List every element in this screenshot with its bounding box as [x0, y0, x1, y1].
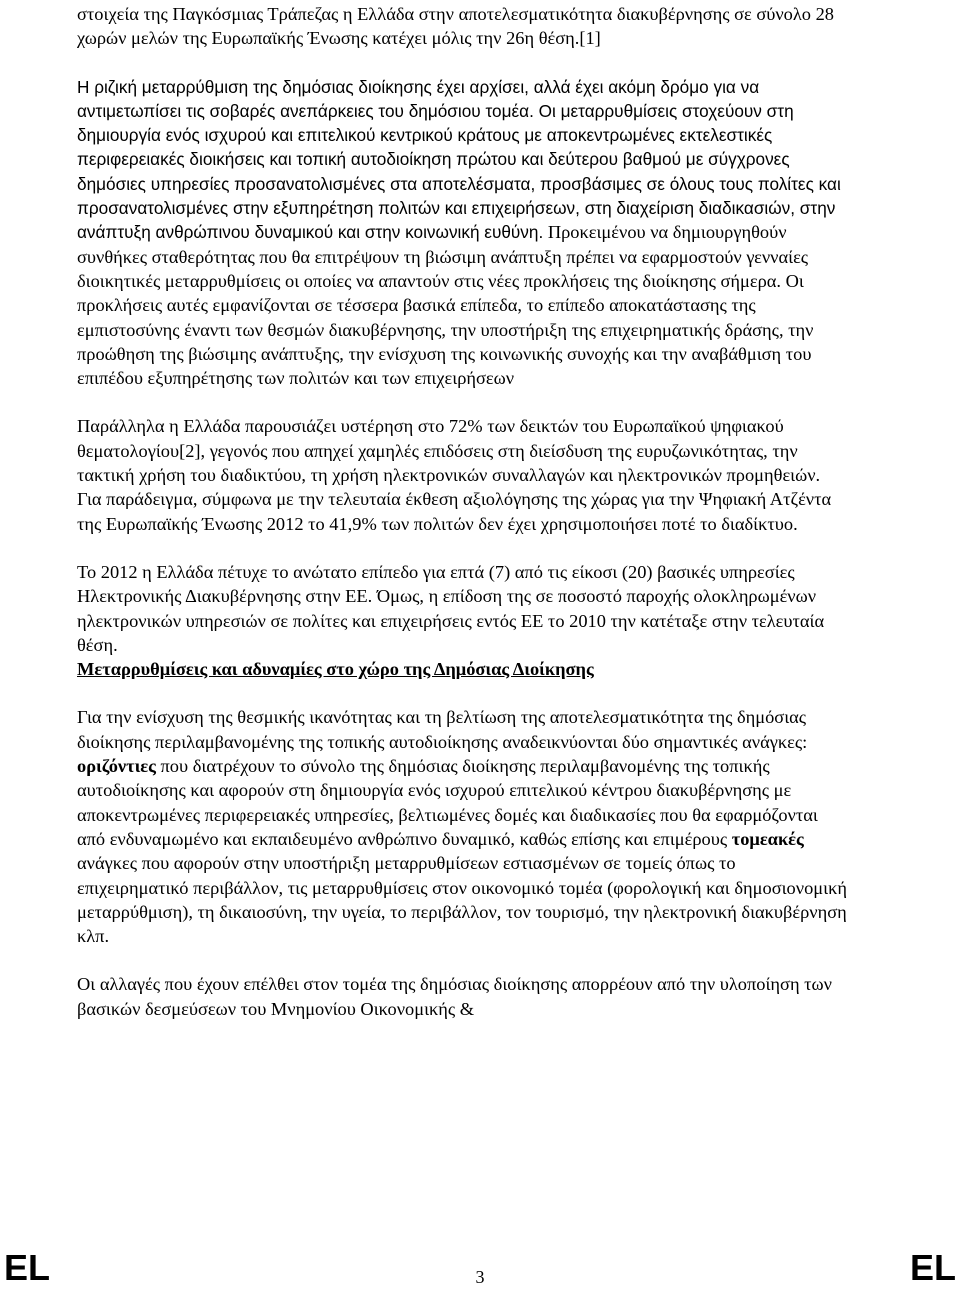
- bold-term-horizontal: οριζόντιες: [77, 756, 156, 777]
- paragraph-reform-serif-part: Προκειμένου να δημιουργηθούν συνθήκες σταθερότητας που θα επιτρέψουν τη βιώσιμη ανάπτυξη πρέπει να εφαρμοστούν γενναίες διοικητικές μεταρρυθμίσεις οι οποίες να απαντούν στις νέες προκλήσεις της διοίκησης σήμερα. Οι προκλήσεις αυτές εμφανίζονται σε τέσσερα βασικά επίπεδα, το επίπεδο αποκατάστασης της εμπιστοσύνης έναντι των θεσμών διακυβέρνησης, την υποστήριξη της επιχειρηματικής δράσης, την προώθηση της βιώσιμης ανάπτυξης, την ενίσχυση της κοινωνικής συνοχής και την αναβάθμιση του επιπέδου εξυπηρέτησης των πολιτών και των επιχειρήσεων: [77, 222, 814, 389]
- document-body: [77, 2, 847, 1021]
- paragraph-world-bank: στοιχεία της Παγκόσμιας Τράπεζας η Ελλάδα στην αποτελεσματικότητα διακυβέρνησης σε σύνολο 28 χωρών μελών της Ευρωπαϊκής Ένωσης κατέχει μόλις την 26η θέση.[1]: [77, 4, 834, 49]
- footer-language-left: EL: [4, 1247, 51, 1288]
- paragraph-administrative-reform: [77, 75, 847, 391]
- paragraph-needs-part-b: που διατρέχουν το σύνολο της δημόσιας διοίκησης περιλαμβανομένης της τοπικής αυτοδιοίκησης και αφορούν στη δημιουργία ενός ισχυρού επιτελικού κέντρου διακυβέρνησης με αποκεντρωμένες περιφερειακές υπηρεσίες, βελτιωμένες δομές και διαδικασίες που θα εφαρμόζονται από ενδυναμωμένο και εκπαιδευμένο ανθρώπινο δυναμικό, καθώς επίσης και επιμέρους: [77, 756, 818, 849]
- paragraph-needs-part-c: ανάγκες που αφορούν στην υποστήριξη μεταρρυθμίσεων εστιασμένων σε τομείς όπως το επιχειρηματικό περιβάλλον, τις μεταρρυθμίσεις στον οικονομικό τομέα (φορολογική και δημοσιονομική μεταρρύθμιση), τη δικαιοσύνη, την υγεία, το περιβάλλον, τον τουρισμό, την ηλεκτρονική διακυβέρνηση κλπ.: [77, 853, 847, 947]
- footer-language-right: EL: [909, 1247, 956, 1288]
- page-number: 3: [475, 1267, 485, 1287]
- paragraph-digital-agenda: Παράλληλα η Ελλάδα παρουσιάζει υστέρηση στο 72% των δεικτών του Ευρωπαϊκού ψηφιακού θεματολογίου[2], γεγονός που απηχεί χαμηλές επιδόσεις στη διείσδυση της ευρυζωνικότητας, την τακτική χρήση του διαδικτύου, τη χρήση ηλεκτρονικών συναλλαγών και ηλεκτρονικών προμηθειών. Για παράδειγμα, σύμφωνα με την τελευταία έκθεση αξιολόγησης της χώρας για την Ψηφιακή Ατζέντα της Ευρωπαϊκής Ένωσης 2012 το 41,9% των πολιτών δεν έχει χρησιμοποιήσει ποτέ το διαδίκτυο.: [77, 416, 832, 534]
- section-heading: Μεταρρυθμίσεις και αδυναμίες στο χώρο της Δημόσιας Διοίκησης: [77, 659, 594, 680]
- paragraph-reform-sans-part: Η ριζική μεταρρύθμιση της δημόσιας διοίκησης έχει αρχίσει, αλλά έχει ακόμη δρόμο για να αντιμετωπίσει τις σοβαρές ανεπάρκειες του δημόσιου τομέα. Οι μεταρρυθμίσεις στοχεύουν στη δημιουργία ενός ισχυρού και επιτελικού κεντρικού κράτους με αποκεντρωμένες εκτελεστικές περιφερειακές διοικήσεις και τοπική αυτοδιοίκηση πρώτου και δεύτερου βαθμού με σύγχρονες δημόσιες υπηρεσίες προσανατολισμένες στα αποτελέσματα, προσβάσιμες σε όλους τους πολίτες και προσανατολισμένες στην εξυπηρέτηση πολιτών και επιχειρήσεων, στη διαχείριση διαδικασιών, στην ανάπτυξη ανθρώπινου δυναμικού και στην κοινωνική ευθύνη.: [77, 76, 841, 243]
- paragraph-egovernment-2012: Το 2012 η Ελλάδα πέτυχε το ανώτατο επίπεδο για επτά (7) από τις είκοσι (20) βασικές υπηρεσίες Ηλεκτρονικής Διακυβέρνησης στην ΕΕ. Όμως, η επίδοση της σε ποσοστό παροχής ολοκληρωμένων ηλεκτρονικών υπηρεσιών σε πολίτες και επιχειρήσεις εντός ΕΕ το 2010 την κατέταξε στην τελευταία θέση.: [77, 561, 825, 655]
- paragraph-needs-part-a: Για την ενίσχυση της θεσμικής ικανότητας και τη βελτίωση της αποτελεσματικότητα της δημόσιας διοίκησης περιλαμβανομένης της τοπικής αυτοδιοίκησης αναδεικνύονται δύο σημαντικές ανάγκες:: [77, 707, 808, 752]
- paragraph-needs: [77, 705, 847, 948]
- bold-term-sectoral: τομεακές: [731, 828, 804, 849]
- paragraph-changes: Οι αλλαγές που έχουν επέλθει στον τομέα της δημόσιας διοίκησης απορρέουν από την υλοποίηση των βασικών δεσμεύσεων του Μνημονίου Οικονομικής &: [77, 974, 832, 1019]
